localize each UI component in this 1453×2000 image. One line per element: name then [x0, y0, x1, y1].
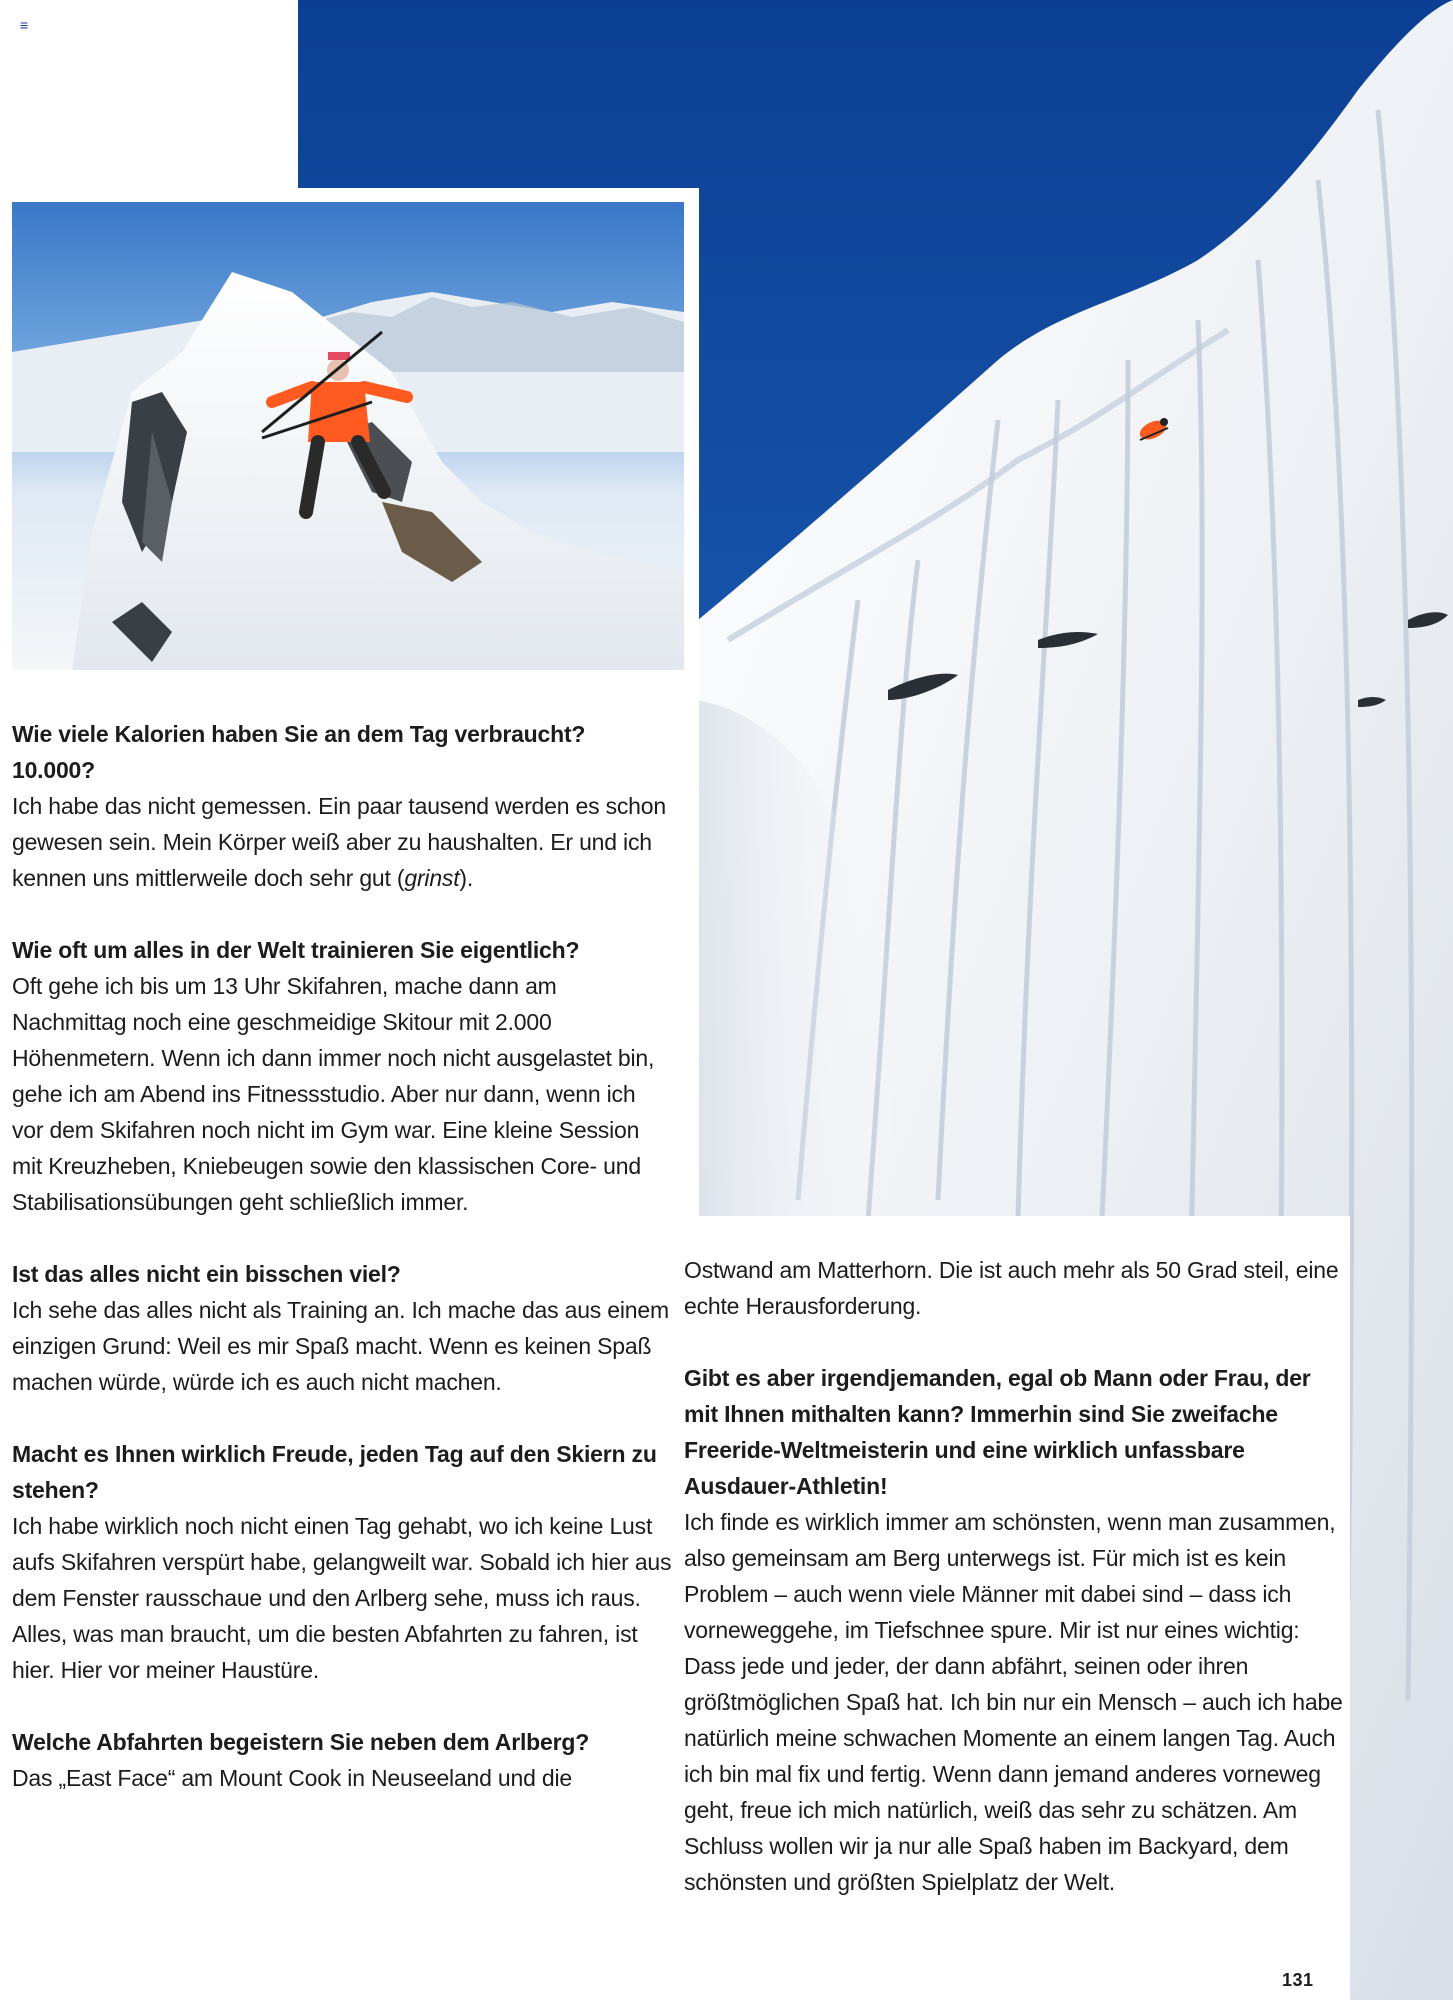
qa-block	[12, 1436, 672, 1688]
inset-photo	[12, 202, 684, 670]
summit-illustration	[12, 202, 684, 670]
answer: Das „East Face“ am Mount Cook in Neuseeland und die	[12, 1765, 572, 1791]
menu-icon[interactable]: ≡	[20, 17, 29, 33]
answer: Oft gehe ich bis um 13 Uhr Skifahren, mache dann am Nachmittag noch eine geschmeidige Skitour mit 2.000 Höhenmetern. Wenn ich dann immer noch nicht ausgelastet bin, gehe ich am Abend ins Fitnessstudio. Aber nur dann, wenn ich vor dem Skifahren noch nicht im Gym war. Eine kleine Session mit Kreuzheben, Kniebeugen sowie den klassischen Core- und Stabilisationsübungen geht schließlich immer.	[12, 973, 655, 1215]
question: Wie oft um alles in der Welt trainieren Sie eigentlich?	[12, 937, 580, 963]
answer: Ostwand am Matterhorn. Die ist auch mehr als 50 Grad steil, eine echte Herausforderung.	[684, 1257, 1339, 1319]
answer: Ich habe wirklich noch nicht einen Tag gehabt, wo ich keine Lust aufs Skifahren verspürt habe, gelangweilt war. Sobald ich hier aus dem Fenster rausschaue und den Arlberg sehe, muss ich raus. Alles, was man braucht, um die besten Abfahrten zu fahren, ist hier. Hier vor meiner Haustüre.	[12, 1513, 672, 1683]
answer: Ich finde es wirklich immer am schönsten, wenn man zusammen, also gemeinsam am Berg unterwegs ist. Für mich ist es kein Problem – auch wenn viele Männer mit dabei sind – dass ich vorneweggehe, im Tiefschnee spure. Mir ist nur eines wichtig: Dass jede und jeder, der dann abfährt, seinen oder ihren größtmöglichen Spaß hat. Ich bin nur ein Mensch – auch ich habe natürlich meine schwachen Momente an einem langen Tag. Auch ich bin mal fix und fertig. Wenn dann jemand anderes vorneweg geht, freue ich mich natürlich, weiß das sehr zu schätzen. Am Schluss wollen wir ja nur alle Spaß haben im Backyard, dem schönsten und größten Spielplatz der Welt.	[684, 1509, 1343, 1895]
qa-block	[12, 1724, 672, 1796]
question: Macht es Ihnen wirklich Freude, jeden Tag auf den Skiern zu stehen?	[12, 1441, 657, 1503]
qa-block	[12, 932, 672, 1220]
page-number: 131	[1282, 1970, 1314, 1990]
qa-block	[12, 1256, 672, 1400]
article-left-column	[12, 716, 672, 1832]
top-left-white-panel	[0, 0, 298, 188]
answer: Ich sehe das alles nicht als Training an. Ich mache das aus einem einzigen Grund: Weil es mir Spaß macht. Wenn es keinen Spaß machen würde, würde ich es auch nicht machen.	[12, 1297, 669, 1395]
question: Wie viele Kalorien haben Sie an dem Tag verbraucht? 10.000?	[12, 721, 586, 783]
question: Ist das alles nicht ein bisschen viel?	[12, 1261, 401, 1287]
qa-block	[12, 716, 672, 896]
qa-block	[684, 1360, 1344, 1900]
question: Gibt es aber irgendjemanden, egal ob Mann oder Frau, der mit Ihnen mithalten kann? Immerhin sind Sie zweifache Freeride-Weltmeisterin und eine wirklich unfassbare Ausdauer-Athletin!	[684, 1365, 1311, 1499]
answer: Ich habe das nicht gemessen. Ein paar tausend werden es schon gewesen sein. Mein Körper weiß aber zu haushalten. Er und ich kennen uns mittlerweile doch sehr gut (grinst).	[12, 793, 666, 891]
article-right-column	[684, 1252, 1344, 1936]
qa-block	[684, 1252, 1344, 1324]
question: Welche Abfahrten begeistern Sie neben dem Arlberg?	[12, 1729, 590, 1755]
answer-aside: grinst	[404, 865, 460, 891]
